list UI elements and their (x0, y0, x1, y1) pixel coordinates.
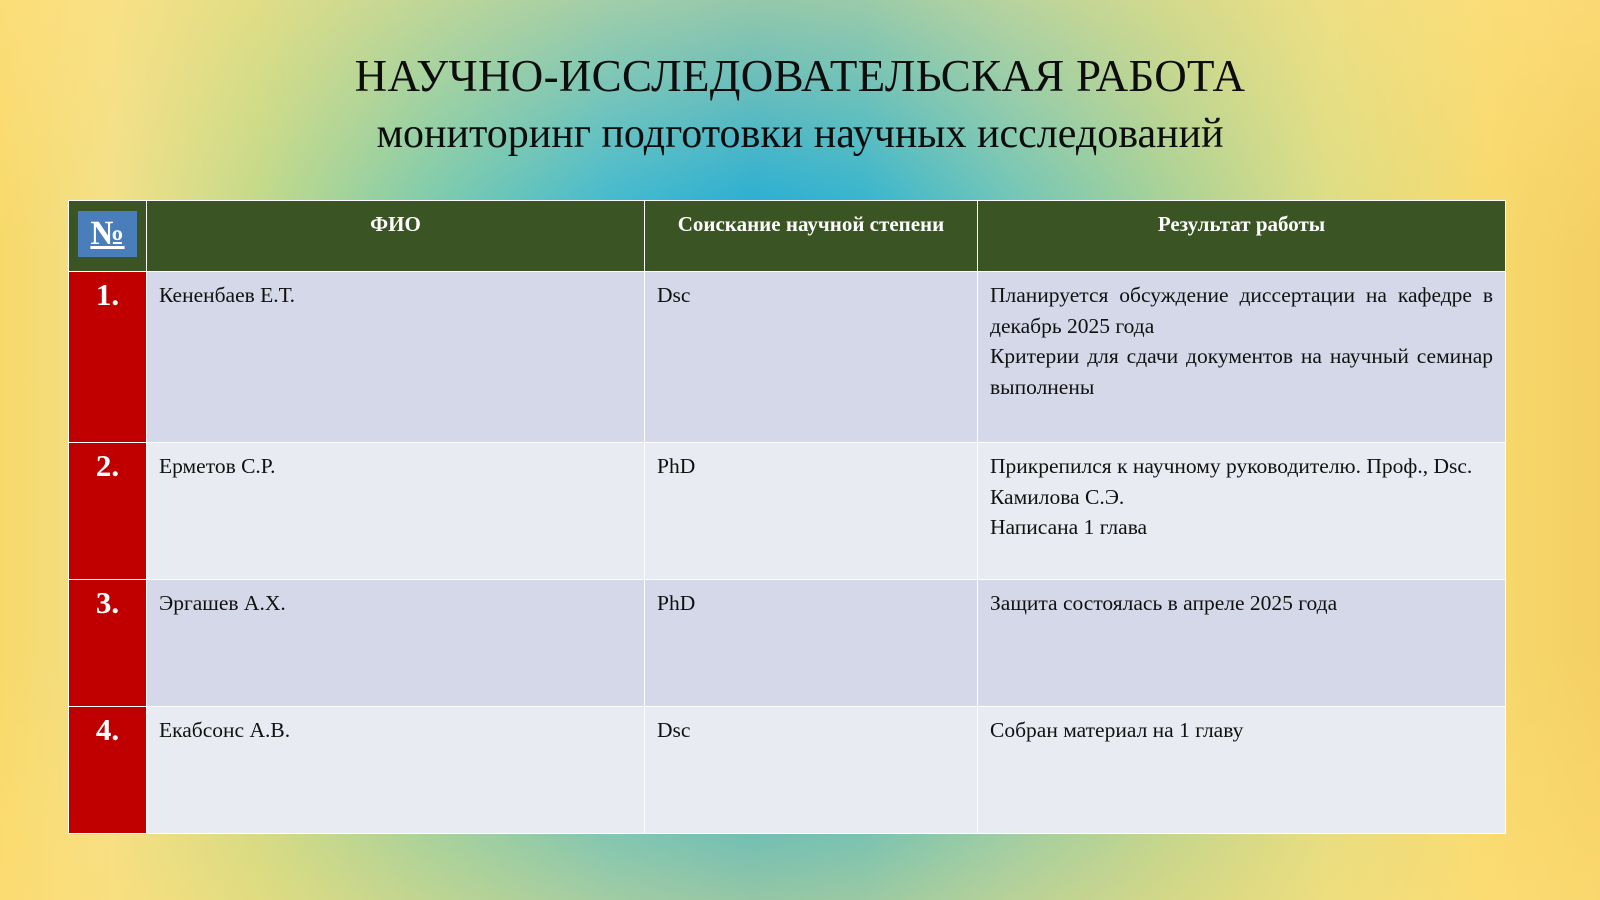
row-result-line: Критерии для сдачи документов на научный семинар выполнены (990, 344, 1493, 399)
row-number: 3. (69, 580, 147, 707)
title-block (0, 52, 1600, 158)
row-number: 1. (69, 272, 147, 443)
row-result-line: Написана 1 глава (990, 515, 1148, 540)
row-degree: PhD (645, 443, 978, 580)
column-header-degree: Соискание научной степени (645, 201, 978, 272)
table-header (69, 201, 1506, 272)
row-result-line: Прикрепился к научному руководителю. Проф., Dsc. Камилова С.Э. (990, 454, 1473, 509)
row-fio: Кененбаев Е.Т. (147, 272, 645, 443)
row-degree: PhD (645, 580, 978, 707)
row-number: 2. (69, 443, 147, 580)
column-header-result: Результат работы (978, 201, 1506, 272)
row-result (978, 443, 1506, 580)
row-fio: Ерметов С.Р. (147, 443, 645, 580)
number-symbol-badge: № (78, 211, 137, 257)
table-row (69, 272, 1506, 443)
table-row (69, 707, 1506, 834)
row-result-line: Защита состоялась в апреле 2025 года (990, 591, 1338, 615)
table-row (69, 443, 1506, 580)
row-result (978, 272, 1506, 443)
page-title: НАУЧНО-ИССЛЕДОВАТЕЛЬСКАЯ РАБОТА (354, 51, 1246, 101)
table-body (69, 272, 1506, 834)
page-subtitle: мониторинг подготовки научных исследований (376, 110, 1224, 157)
report-table-container (68, 200, 1505, 834)
row-result-line: Собран материал на 1 главу (990, 718, 1244, 742)
row-fio: Екабсонс А.В. (147, 707, 645, 834)
column-header-number (69, 201, 147, 272)
row-number: 4. (69, 707, 147, 834)
row-fio: Эргашев А.Х. (147, 580, 645, 707)
row-result-line: Планируется обсуждение диссертации на кафедре в декабрь 2025 года (990, 283, 1493, 338)
row-result (978, 580, 1506, 707)
report-table (68, 200, 1506, 834)
table-row (69, 580, 1506, 707)
row-result (978, 707, 1506, 834)
column-header-fio: ФИО (147, 201, 645, 272)
table-header-row (69, 201, 1506, 272)
row-degree: Dsc (645, 707, 978, 834)
row-degree: Dsc (645, 272, 978, 443)
